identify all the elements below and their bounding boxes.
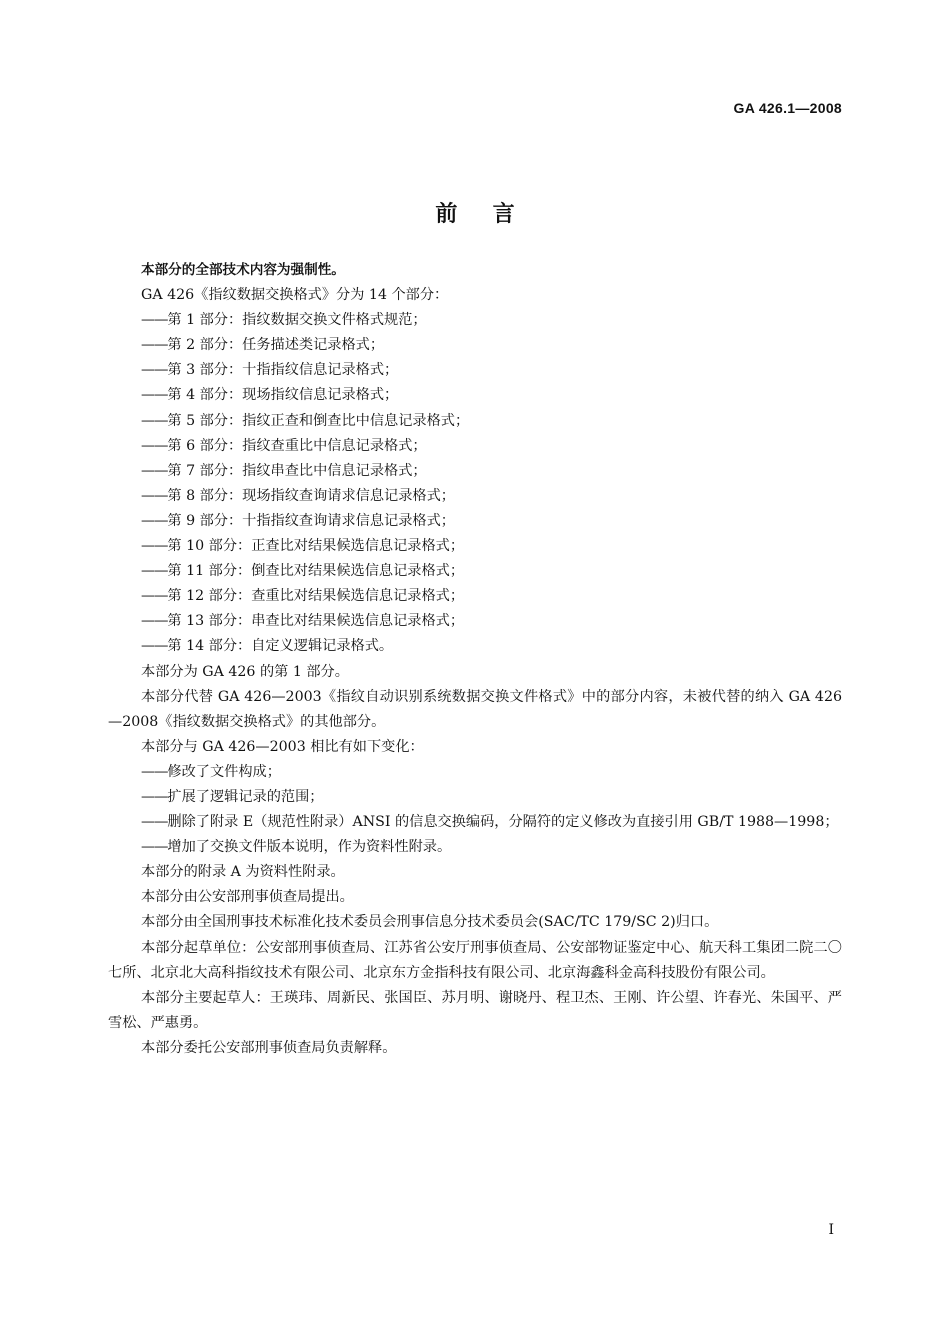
drafting-units: 本部分起草单位：公安部刑事侦查局、江苏省公安厅刑事侦查局、公安部物证鉴定中心、航天科工集团二院二〇七所、北京北大高科指纹技术有限公司、北京东方金指科技有限公司、北京海鑫科金高科技股份有限公司。 bbox=[108, 939, 842, 981]
changes-list bbox=[108, 760, 842, 860]
appendix-note: 本部分的附录 A 为资料性附录。 bbox=[141, 864, 345, 881]
list-item: —— 第 9 部分：十指指纹查询请求信息记录格式； bbox=[108, 509, 842, 534]
part-of-paragraph: 本部分为 GA 426 的第 1 部分。 bbox=[141, 663, 349, 680]
list-item: —— 第 6 部分：指纹查重比中信息记录格式； bbox=[108, 434, 842, 459]
drafters: 本部分主要起草人：王瑛玮、周新民、张国臣、苏月明、谢晓丹、程卫杰、王刚、许公望、许春光、朱国平、严雪松、严惠勇。 bbox=[108, 989, 842, 1031]
list-item: —— 第 5 部分：指纹正查和倒查比中信息记录格式； bbox=[108, 409, 842, 434]
mandatory-note: 本部分的全部技术内容为强制性。 bbox=[141, 262, 345, 278]
page-title: 前言 bbox=[435, 201, 550, 227]
list-item: —— 删除了附录 E（规范性附录）ANSI 的信息交换编码，分隔符的定义修改为直接引用 GB/T 1988—1998； bbox=[108, 810, 842, 835]
list-item: —— 第 4 部分：现场指纹信息记录格式； bbox=[108, 383, 842, 408]
changes-intro: 本部分与 GA 426—2003 相比有如下变化： bbox=[141, 738, 424, 755]
foreword-body bbox=[108, 258, 842, 1061]
managed-by: 本部分由全国刑事技术标准化技术委员会刑事信息分技术委员会(SAC/TC 179/SC 2)归口。 bbox=[141, 914, 719, 931]
standard-code: GA 426.1—2008 bbox=[733, 100, 842, 116]
list-item: —— 第 1 部分：指纹数据交换文件格式规范； bbox=[108, 308, 842, 333]
list-item: —— 第 3 部分：十指指纹信息记录格式； bbox=[108, 358, 842, 383]
interpretation: 本部分委托公安部刑事侦查局负责解释。 bbox=[141, 1039, 397, 1056]
list-item: —— 第 2 部分：任务描述类记录格式； bbox=[108, 333, 842, 358]
list-item: —— 扩展了逻辑记录的范围； bbox=[108, 785, 842, 810]
list-item: —— 第 8 部分：现场指纹查询请求信息记录格式； bbox=[108, 484, 842, 509]
list-item: —— 第 11 部分：倒查比对结果候选信息记录格式； bbox=[108, 559, 842, 584]
list-item: —— 第 10 部分：正查比对结果候选信息记录格式； bbox=[108, 534, 842, 559]
list-item: —— 第 14 部分：自定义逻辑记录格式。 bbox=[108, 634, 842, 659]
replaces-paragraph: 本部分代替 GA 426—2003《指纹自动识别系统数据交换文件格式》中的部分内容，未被代替的纳入 GA 426—2008《指纹数据交换格式》的其他部分。 bbox=[108, 688, 842, 730]
parts-list bbox=[108, 308, 842, 659]
list-item: —— 第 7 部分：指纹串查比中信息记录格式； bbox=[108, 459, 842, 484]
proposed-by: 本部分由公安部刑事侦查局提出。 bbox=[141, 889, 354, 906]
list-item: —— 增加了交换文件版本说明，作为资料性附录。 bbox=[108, 835, 842, 860]
list-item: —— 第 13 部分：串查比对结果候选信息记录格式； bbox=[108, 609, 842, 634]
intro-paragraph: GA 426《指纹数据交换格式》分为 14 个部分： bbox=[141, 287, 449, 304]
page-number: I bbox=[828, 1222, 834, 1238]
list-item: —— 第 12 部分：查重比对结果候选信息记录格式； bbox=[108, 584, 842, 609]
list-item: —— 修改了文件构成； bbox=[108, 760, 842, 785]
